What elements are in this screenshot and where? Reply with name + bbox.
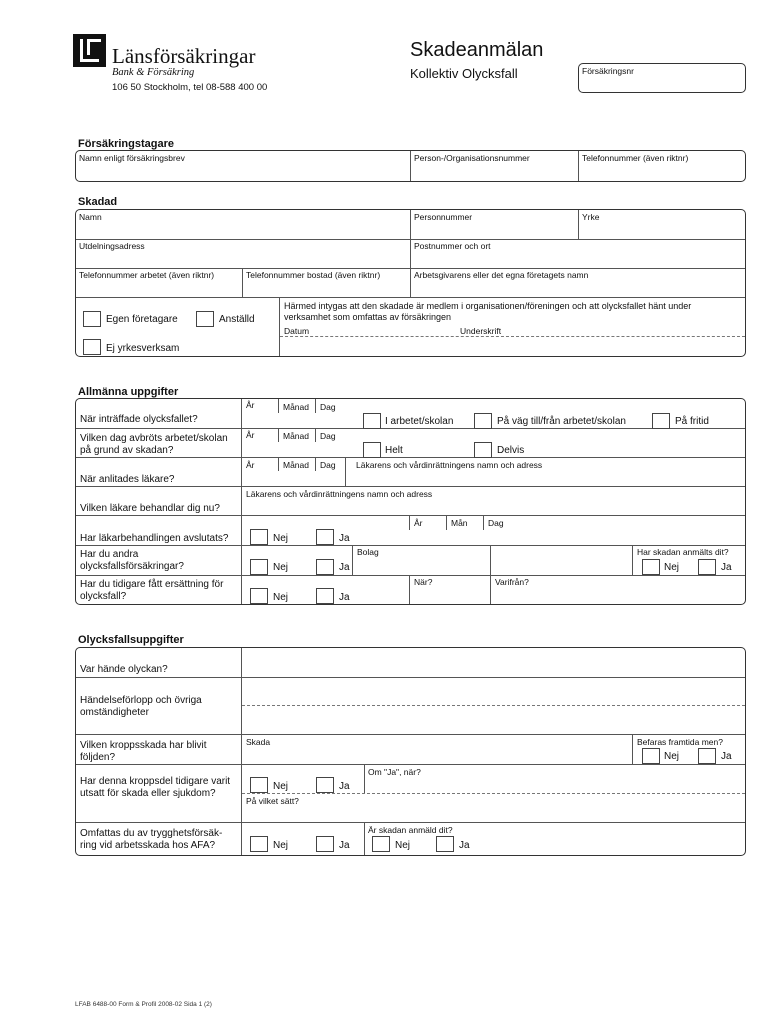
employed-label: Anställd [219, 314, 255, 325]
compensated-no-checkbox[interactable] [250, 588, 268, 604]
company-tagline: Bank & Försäkring [112, 67, 195, 78]
general-heading: Allmänna uppgifter [78, 386, 179, 398]
accident-heading: Olycksfallsuppgifter [78, 634, 184, 646]
treatment-no-label: Nej [273, 533, 289, 544]
free-time-checkbox[interactable] [652, 413, 670, 429]
injured-employer-field[interactable]: Arbetsgivarens eller det egna företagets namn [414, 270, 589, 280]
work-school-label: I arbetet/skolan [385, 416, 454, 427]
q-compensated: Har du tidigare fått ersättning för olycksfall? [80, 579, 224, 602]
other-reported-no-checkbox[interactable] [642, 559, 660, 575]
other-reported-label: Har skadan anmälts dit? [637, 547, 729, 557]
first-doctor-field[interactable]: Läkarens och vårdinrättningens namn och adress [356, 460, 543, 470]
accident-month-label: Månad [283, 402, 309, 412]
other-company-field[interactable]: Bolag [357, 547, 379, 557]
afa-yes-label: Ja [339, 840, 350, 851]
form-title: Skadeanmälan [410, 39, 544, 61]
treatment-day-label: Dag [488, 518, 504, 528]
certification-date-field[interactable]: Datum [284, 326, 310, 336]
afa-yes-checkbox[interactable] [316, 836, 334, 852]
future-no-checkbox[interactable] [642, 748, 660, 764]
q-afa: Omfattas du av trygghetsförsäk-ring vid arbetsskada hos AFA? [80, 828, 223, 851]
q-accident-date: När inträffade olycksfallet? [80, 414, 198, 425]
treatment-month-label: Mån [451, 518, 468, 528]
compensated-yes-label: Ja [339, 592, 350, 603]
afa-reported-label: Är skadan anmäld dit? [368, 825, 453, 835]
q-prior-injury: Har denna kroppsdel tidigare varit utsatt för skada eller sjukdom? [80, 776, 231, 799]
certification-signature-field[interactable]: Underskrift [460, 326, 502, 336]
compensated-no-label: Nej [273, 592, 289, 603]
commute-checkbox[interactable] [474, 413, 492, 429]
treatment-year-label: År [414, 518, 423, 528]
compensated-when-field[interactable]: När? [414, 577, 433, 587]
afa-reported-no-label: Nej [395, 840, 411, 851]
accident-day-label: Dag [320, 402, 336, 412]
compensated-yes-checkbox[interactable] [316, 588, 334, 604]
prior-when-field[interactable]: Om "Ja", när? [368, 767, 421, 777]
afa-reported-yes-label: Ja [459, 840, 470, 851]
commute-label: På väg till/från arbetet/skolan [497, 416, 626, 427]
other-reported-no-label: Nej [664, 562, 680, 573]
injured-profession-field[interactable]: Yrke [582, 212, 600, 222]
doctor-year-label: År [246, 460, 255, 470]
treatment-yes-label: Ja [339, 533, 350, 544]
prior-yes-label: Ja [339, 781, 350, 792]
prior-yes-checkbox[interactable] [316, 777, 334, 793]
company-address: 106 50 Stockholm, tel 08-588 400 00 [112, 82, 268, 93]
other-insurance-yes-label: Ja [339, 562, 350, 573]
policyholder-id-field[interactable]: Person-/Organisationsnummer [414, 153, 530, 163]
accident-year-label: År [246, 400, 255, 410]
stopped-day-label: Dag [320, 431, 336, 441]
other-reported-yes-checkbox[interactable] [698, 559, 716, 575]
doctor-month-label: Månad [283, 460, 309, 470]
injured-name-field[interactable]: Namn [79, 212, 102, 222]
other-insurance-yes-checkbox[interactable] [316, 559, 334, 575]
q-work-stopped: Vilken dag avbröts arbetet/skolan på grund av skadan? [80, 433, 228, 456]
compensated-from-field[interactable]: Varifrån? [495, 577, 529, 587]
policyholder-name-field[interactable]: Namn enligt försäkringsbrev [79, 153, 185, 163]
q-treatment-done: Har läkarbehandlingen avslutats? [80, 533, 229, 544]
form-footer: LFAB 6488-00 Form & Profil 2008-02 Sida 1 (2) [75, 1001, 212, 1008]
partial-checkbox[interactable] [474, 442, 492, 458]
q-accident-location: Var hände olyckan? [80, 664, 168, 675]
other-insurance-no-label: Nej [273, 562, 289, 573]
insurance-number-field[interactable] [578, 63, 746, 93]
full-checkbox[interactable] [363, 442, 381, 458]
free-time-label: På fritid [675, 416, 709, 427]
future-yes-label: Ja [721, 751, 732, 762]
insurance-number-label: Försäkringsnr [582, 66, 634, 76]
other-insurance-no-checkbox[interactable] [250, 559, 268, 575]
policyholder-heading: Försäkringstagare [78, 138, 174, 150]
partial-label: Delvis [497, 445, 525, 456]
injury-field[interactable]: Skada [246, 737, 271, 747]
company-name: Länsförsäkringar [112, 44, 256, 68]
injured-postal-field[interactable]: Postnummer och ort [414, 241, 491, 251]
future-no-label: Nej [664, 751, 680, 762]
q-doctor-now: Vilken läkare behandlar dig nu? [80, 503, 220, 514]
q-other-insurance: Har du andra olycksfallsförsäkringar? [80, 549, 184, 572]
stopped-month-label: Månad [283, 431, 309, 441]
prior-no-label: Nej [273, 781, 289, 792]
not-working-label: Ej yrkesverksam [106, 343, 180, 354]
self-employed-label: Egen företagare [106, 314, 178, 325]
future-yes-checkbox[interactable] [698, 748, 716, 764]
prior-no-checkbox[interactable] [250, 777, 268, 793]
form-subtitle: Kollektiv Olycksfall [410, 66, 518, 81]
logo-icon [73, 34, 106, 67]
q-injury: Vilken kroppsskada har blivit följden? [80, 740, 207, 763]
treatment-no-checkbox[interactable] [250, 529, 268, 545]
stopped-year-label: År [246, 430, 255, 440]
injured-address-field[interactable]: Utdelningsadress [79, 241, 145, 251]
current-doctor-field[interactable]: Läkarens och vårdinrättningens namn och adress [246, 489, 433, 499]
doctor-day-label: Dag [320, 460, 336, 470]
q-doctor-first: När anlitades läkare? [80, 474, 175, 485]
future-damage-label: Befaras framtida men? [637, 737, 723, 747]
certification-text: Härmed intygas att den skadade är medlem i organisationen/föreningen och att olycksfallet hänt under verksamhet som omfattas av försäkringen [284, 301, 692, 322]
other-reported-yes-label: Ja [721, 562, 732, 573]
injured-phone-home-field[interactable]: Telefonnummer bostad (även riktnr) [246, 270, 381, 280]
policyholder-phone-field[interactable]: Telefonnummer (även riktnr) [582, 153, 689, 163]
full-label: Helt [385, 445, 403, 456]
injured-personal-number-field[interactable]: Personnummer [414, 212, 473, 222]
afa-no-label: Nej [273, 840, 289, 851]
afa-reported-yes-checkbox[interactable] [436, 836, 454, 852]
work-school-checkbox[interactable] [363, 413, 381, 429]
not-working-checkbox[interactable] [83, 339, 101, 355]
prior-how-field[interactable]: På vilket sätt? [246, 796, 299, 806]
employed-checkbox[interactable] [196, 311, 214, 327]
injured-heading: Skadad [78, 196, 118, 208]
q-accident-events: Händelseförlopp och övriga omständigheter [80, 695, 202, 718]
afa-no-checkbox[interactable] [250, 836, 268, 852]
injured-phone-work-field[interactable]: Telefonnummer arbetet (även riktnr) [79, 270, 215, 280]
treatment-yes-checkbox[interactable] [316, 529, 334, 545]
company-logo [73, 34, 106, 67]
self-employed-checkbox[interactable] [83, 311, 101, 327]
afa-reported-no-checkbox[interactable] [372, 836, 390, 852]
